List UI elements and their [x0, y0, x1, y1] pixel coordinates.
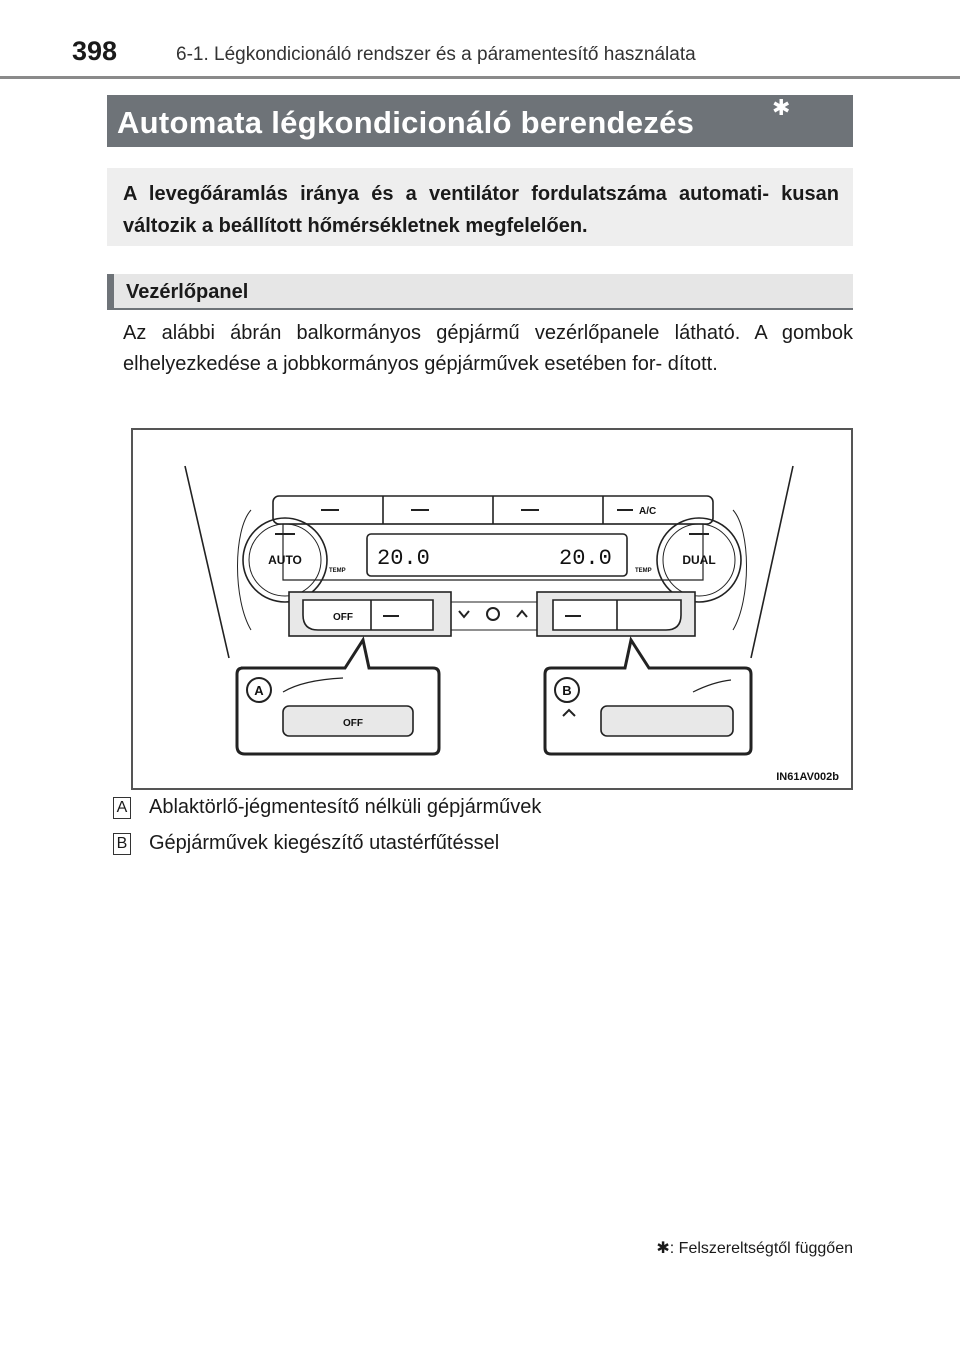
ac-label: A/C [639, 506, 657, 517]
legend-marker-a: A [113, 797, 131, 819]
body-paragraph: Az alábbi ábrán balkormányos gépjármű vezérlőpanele látható. A gombok elhelyezkedése a jobbkormányos gépjárművek esetében for- dított. [123, 322, 853, 375]
temp-label-right: TEMP [635, 568, 652, 574]
callout-a-letter: A [254, 683, 264, 698]
legend-item-b [113, 832, 499, 855]
page-title: Automata légkondicionáló berendezés [117, 105, 695, 140]
legend-text-b: Gépjárművek kiegészítő utastérfűtéssel [149, 832, 500, 854]
fan-down-icon [459, 611, 469, 617]
title-footnote-marker: ✱ [772, 95, 791, 120]
title-bar [107, 95, 853, 147]
dual-label: DUAL [682, 553, 716, 567]
legend-item-a [113, 796, 541, 819]
auto-label: AUTO [268, 553, 302, 567]
footnote-text: : Felszereltségtől függően [669, 1240, 853, 1257]
callout-b-up-icon [563, 710, 575, 716]
section-heading: Vezérlőpanel [126, 281, 249, 303]
legend-marker-b: B [113, 833, 131, 855]
off-label: OFF [333, 612, 353, 623]
intro-box [107, 168, 853, 246]
callout-b-button [601, 706, 733, 736]
fan-icon [487, 608, 499, 620]
dash-line-left [185, 466, 229, 658]
legend-text-a: Ablaktörlő-jégmentesítő nélküli gépjárművek [149, 796, 542, 818]
callout-b-letter: B [562, 683, 572, 698]
page-number: 398 [72, 36, 118, 66]
control-panel-figure [131, 428, 853, 790]
figure-code: IN61AV002b [776, 771, 839, 783]
callout-a-off-label: OFF [343, 718, 363, 729]
header-rule [0, 76, 960, 79]
left-temperature: 20.0 [377, 546, 430, 571]
footnote [656, 1238, 853, 1258]
control-panel-illustration [133, 430, 851, 788]
section-heading-bar [107, 274, 853, 310]
right-temperature: 20.0 [559, 546, 612, 571]
dash-line-right [751, 466, 793, 658]
intro-text: A levegőáramlás iránya és a ventilátor fordulatszáma automati- kusan változik a beállított hőmérsékletnek megfelelően. [123, 183, 839, 237]
footnote-marker: ✱ [656, 1240, 670, 1257]
temp-label-left: TEMP [329, 568, 346, 574]
chapter-header: 6-1. Légkondicionáló rendszer és a páramentesítő használata [176, 44, 696, 65]
fan-up-icon [517, 611, 527, 617]
